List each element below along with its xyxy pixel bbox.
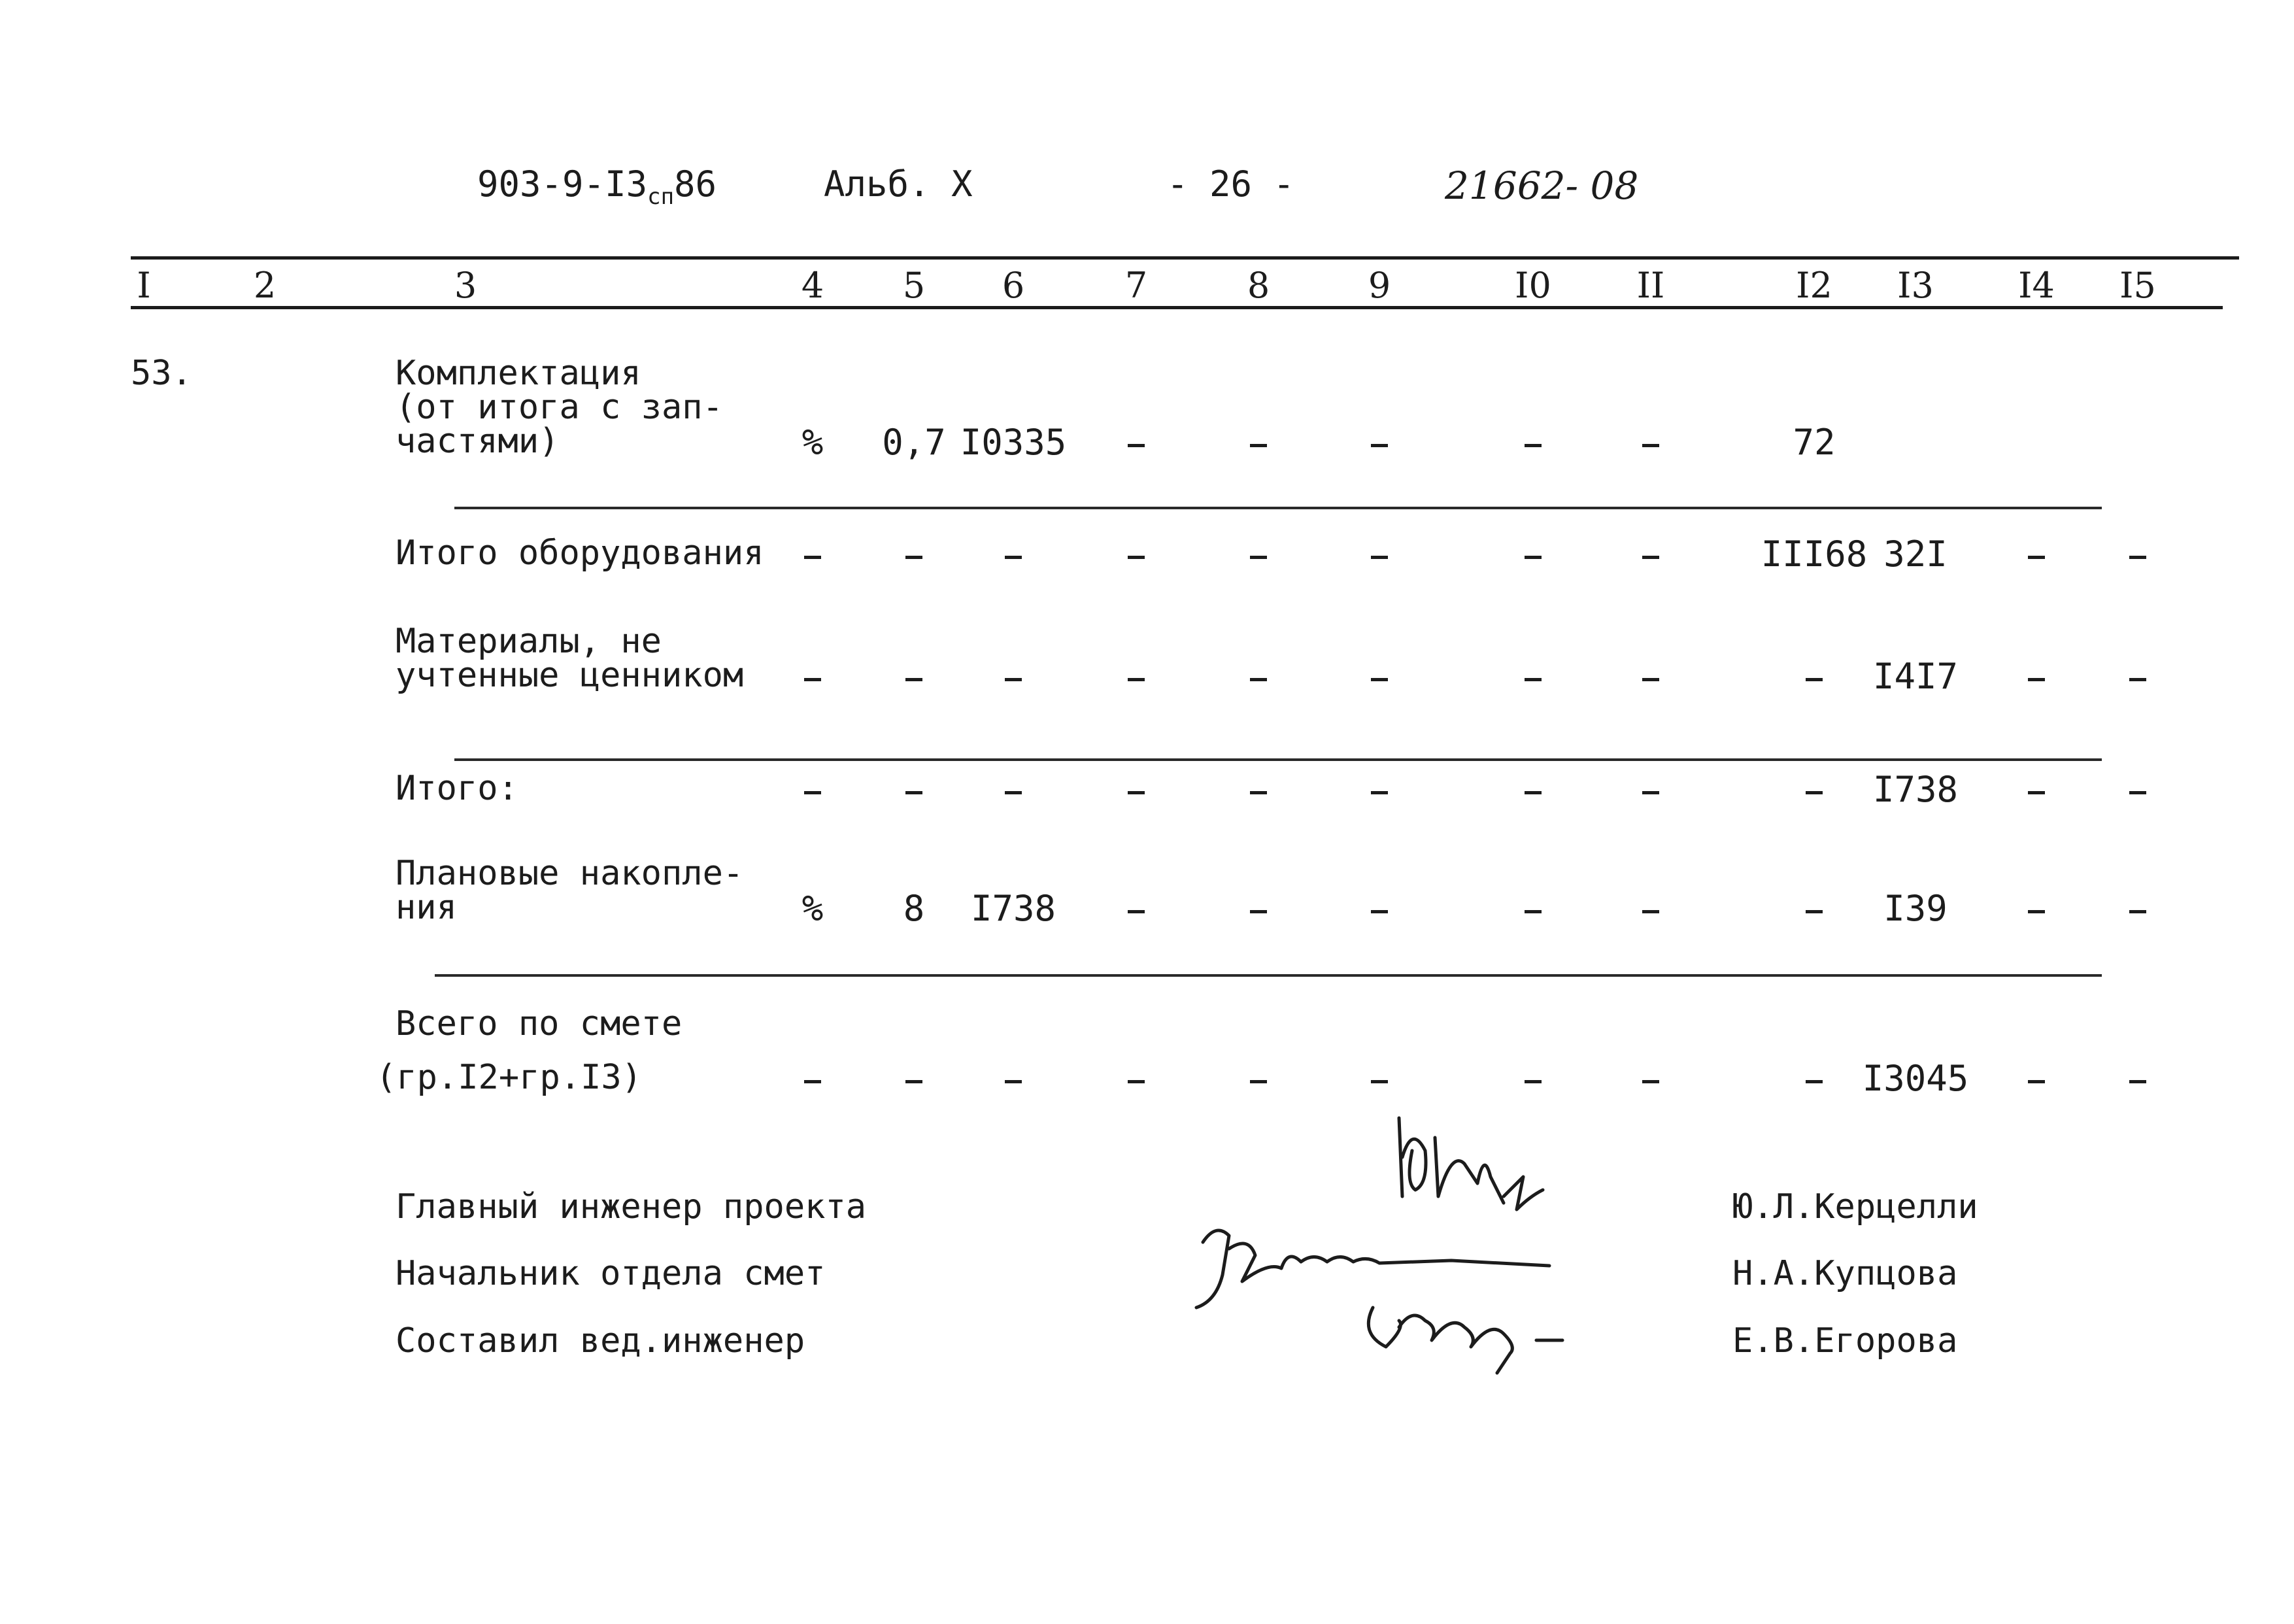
dash-mark: [2129, 910, 2146, 913]
dash-mark: [1642, 791, 1659, 794]
dash-mark: [1005, 791, 1022, 794]
table-cell: 8: [903, 888, 925, 929]
dash-mark: [1371, 910, 1388, 913]
dash-mark: [804, 1080, 821, 1083]
table-cell: I4I7: [1872, 656, 1959, 697]
dash-mark: [1371, 556, 1388, 559]
table-cell: I39: [1883, 888, 1948, 929]
column-header-5: 5: [902, 265, 926, 306]
dash-mark: [1806, 910, 1823, 913]
table-cell: I3045: [1862, 1058, 1969, 1099]
row-name-line: (гр.I2+гр.I3): [376, 1058, 642, 1097]
column-header-6: 6: [1002, 265, 1025, 306]
row-separator: [454, 758, 2102, 761]
dash-mark: [1642, 444, 1659, 447]
dash-mark: [1250, 910, 1267, 913]
column-header-2: 2: [253, 265, 277, 306]
table-cell: III68: [1761, 533, 1868, 575]
row-name-line: (от итога с зап-: [396, 388, 723, 427]
dash-mark: [1250, 556, 1267, 559]
dash-mark: [2028, 556, 2045, 559]
signature-title-department-head: Начальник отдела смет: [396, 1254, 826, 1293]
signatory-name-compiler: Е.В.Егорова: [1732, 1321, 1958, 1361]
dash-mark: [905, 678, 922, 681]
dash-mark: [1525, 791, 1542, 794]
row-name-line: ния: [396, 888, 457, 927]
table-cell: I738: [970, 888, 1056, 929]
row-separator: [454, 507, 2102, 509]
row-separator: [435, 974, 2102, 977]
dash-mark: [1525, 1080, 1542, 1083]
table-cell: %: [801, 422, 824, 463]
dash-mark: [1806, 678, 1823, 681]
album-label: Альб. Х: [824, 163, 973, 205]
dash-mark: [1005, 556, 1022, 559]
signature-title-chief-engineer: Главный инженер проекта: [396, 1187, 867, 1226]
column-header-12: I2: [1796, 265, 1832, 306]
row-name-line: Материалы, не: [396, 622, 662, 661]
column-header-4: 4: [801, 265, 824, 306]
column-header-8: 8: [1247, 265, 1270, 306]
column-header-3: 3: [454, 265, 477, 306]
row-name-line: Итого:: [396, 769, 518, 808]
header-bottom-rule: [131, 306, 2223, 309]
table-cell: I0335: [960, 422, 1067, 463]
dash-mark: [1250, 678, 1267, 681]
dash-mark: [905, 1080, 922, 1083]
dash-mark: [2028, 910, 2045, 913]
dash-mark: [1525, 556, 1542, 559]
header-top-rule: [131, 256, 2239, 260]
table-cell: I738: [1872, 769, 1959, 810]
dash-mark: [1525, 444, 1542, 447]
table-cell: 72: [1793, 422, 1836, 463]
dash-mark: [905, 791, 922, 794]
dash-mark: [1250, 1080, 1267, 1083]
dash-mark: [804, 556, 821, 559]
signature-title-compiler: Составил вед.инженер: [396, 1321, 805, 1361]
dash-mark: [905, 556, 922, 559]
dash-mark: [1371, 1080, 1388, 1083]
dash-mark: [1642, 556, 1659, 559]
dash-mark: [804, 678, 821, 681]
document-code: [477, 163, 717, 210]
column-header-11: II: [1636, 265, 1665, 306]
dash-mark: [2028, 791, 2045, 794]
dash-mark: [2129, 556, 2146, 559]
signature-compiler: [1368, 1308, 1562, 1373]
column-header-7: 7: [1124, 265, 1148, 306]
row-name-line: частями): [396, 422, 560, 461]
table-cell: %: [801, 888, 824, 929]
dash-mark: [1642, 678, 1659, 681]
dash-mark: [1005, 678, 1022, 681]
handwritten-signatures: [1177, 1111, 1595, 1386]
signature-department-head: [1196, 1230, 1549, 1308]
row-name-line: Комплектация: [396, 354, 641, 393]
dash-mark: [1250, 791, 1267, 794]
dash-mark: [804, 791, 821, 794]
row-name-line: Плановые накопле-: [396, 854, 744, 893]
dash-mark: [1806, 1080, 1823, 1083]
dash-mark: [1642, 910, 1659, 913]
document-code-prefix: 903-9-I3: [477, 163, 648, 205]
dash-mark: [2129, 1080, 2146, 1083]
page-number: - 26 -: [1167, 163, 1295, 205]
dash-mark: [1128, 1080, 1145, 1083]
dash-mark: [2129, 678, 2146, 681]
dash-mark: [1371, 444, 1388, 447]
handwritten-number: 21662- 08: [1445, 163, 1639, 208]
dash-mark: [2028, 678, 2045, 681]
column-header-1: I: [137, 265, 151, 306]
row-name-line: учтенные ценником: [396, 656, 744, 695]
dash-mark: [1642, 1080, 1659, 1083]
column-header-14: I4: [2018, 265, 2055, 306]
dash-mark: [1250, 444, 1267, 447]
row-name-line: Итого оборудования: [396, 533, 764, 573]
column-header-9: 9: [1368, 265, 1391, 306]
dash-mark: [1128, 910, 1145, 913]
dash-mark: [1128, 678, 1145, 681]
row-name-line: Всего по смете: [396, 1004, 683, 1043]
dash-mark: [1128, 791, 1145, 794]
dash-mark: [1525, 910, 1542, 913]
column-header-15: I5: [2119, 265, 2156, 306]
dash-mark: [1525, 678, 1542, 681]
dash-mark: [2028, 1080, 2045, 1083]
signature-chief-engineer: [1399, 1118, 1543, 1210]
dash-mark: [1371, 678, 1388, 681]
column-header-13: I3: [1897, 265, 1934, 306]
dash-mark: [1128, 556, 1145, 559]
document-code-sub: сп: [647, 183, 675, 210]
dash-mark: [1005, 1080, 1022, 1083]
dash-mark: [2129, 791, 2146, 794]
signatory-name-chief-engineer: Ю.Л.Керцелли: [1732, 1187, 1978, 1226]
dash-mark: [1806, 791, 1823, 794]
column-header-10: I0: [1515, 265, 1551, 306]
table-cell: 32I: [1883, 533, 1948, 575]
dash-mark: [1128, 444, 1145, 447]
row-number: 53.: [131, 354, 192, 393]
document-code-suffix: 86: [674, 163, 717, 205]
signatory-name-department-head: Н.А.Купцова: [1732, 1254, 1958, 1293]
dash-mark: [1371, 791, 1388, 794]
table-cell: 0,7: [882, 422, 946, 463]
